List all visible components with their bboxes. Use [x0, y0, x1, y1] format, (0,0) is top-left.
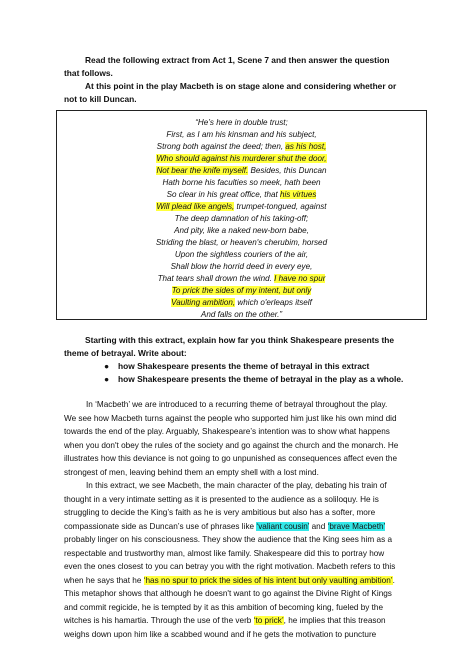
essay-line: In ‘Macbeth’ we are introduced to a recurring theme of betrayal throughout the play.: [86, 400, 388, 409]
quote-highlight: To prick the sides of my intent, but only: [171, 286, 312, 295]
essay-text: compassionate side as Duncan’s use of phrases like: [64, 521, 257, 531]
quote-line: [57, 201, 426, 213]
essay-highlight-yellow: ‘to prick’: [253, 616, 284, 625]
essay-text: witches is his hamartia. Through the use of the verb: [64, 616, 254, 625]
quote-line: [57, 297, 426, 309]
essay-line: thought in a very intimate setting as it is presented to the audience as a soliloquy. He is: [64, 494, 379, 504]
bullet-icon: ●: [104, 374, 110, 384]
essay-highlight-cyan: ‘valiant cousin’: [256, 521, 310, 531]
question-bullet-1: [104, 360, 369, 373]
essay-highlight-yellow: ‘has no spur to prick the sides of his intent but only vaulting ambition’: [143, 575, 393, 585]
instruction-line-1: Read the following extract from Act 1, Scene 7 and then answer the question: [85, 55, 390, 65]
quote-line: [57, 165, 426, 177]
quote-line: Shall blow the horrid deed in every eye,: [170, 262, 313, 271]
quote-line: [57, 189, 426, 201]
extract-quote-box: [56, 110, 427, 320]
quote-text: So clear in his great office, that: [166, 190, 280, 199]
essay-highlight-cyan: ‘brave Macbeth’: [327, 521, 386, 531]
bullet-icon: ●: [104, 361, 110, 371]
bullet-text: how Shakespeare presents the theme of betrayal in this extract: [118, 361, 370, 371]
quote-line: Striding the blast, or heaven's cherubim, horsed: [155, 238, 328, 247]
quote-line: [57, 141, 426, 153]
essay-line: illustrates how this deviance is not going to go unpunished as consequences affect even the: [64, 454, 398, 463]
essay-line: [64, 614, 386, 628]
quote-highlight: Will plead like angels,: [156, 202, 235, 211]
essay-line: and commit regicide, he is tempted by it as this ambition of becoming king, fueled by the: [64, 602, 384, 612]
essay-line: struggling to decide the King’s faith as he is very ambitious but also has a softer, more: [64, 508, 376, 517]
quote-text: which o'erleaps itself: [235, 298, 312, 307]
quote-text: trumpet-tongued, against: [234, 202, 327, 211]
quote-line: And pity, like a naked new-born babe,: [174, 226, 309, 235]
essay-line: We see how Macbeth turns against the people who supported him just like his own mind did: [64, 413, 397, 423]
quote-highlight: I have no spur: [274, 274, 326, 283]
instruction-line-4: not to kill Duncan.: [64, 94, 137, 104]
essay-text: and: [309, 521, 328, 531]
quote-line: [57, 273, 426, 285]
essay-line: probably linger on his consciousness. They show the audience that the King sees him as a: [64, 535, 392, 544]
quote-text: Strong both against the deed; then,: [156, 142, 286, 151]
essay-line: strongest of men, leaving behind them an empty shell with a lost mind.: [64, 467, 319, 477]
quote-line: Upon the sightless couriers of the air,: [174, 250, 309, 259]
quote-text: That tears shall drown the wind.: [157, 274, 275, 283]
quote-highlight: as his host,: [285, 142, 327, 151]
quote-line: Hath borne his faculties so meek, hath been: [162, 178, 321, 187]
essay-line: In this extract, we see Macbeth, the main character of the play, debating his train of: [86, 481, 387, 490]
quote-highlight: Vaulting ambition,: [171, 298, 236, 307]
quote-line: [57, 153, 426, 165]
quote-line: And falls on the other.”: [200, 310, 283, 319]
quote-line: First, as I am his kinsman and his subject,: [166, 130, 317, 139]
essay-line: [64, 520, 385, 534]
quote-line: The deep damnation of his taking-off;: [174, 214, 309, 223]
quote-highlight: Who should against his murderer shut the door,: [156, 154, 327, 163]
quote-line: “He’s here in double trust;: [195, 118, 288, 127]
quote-highlight: his virtues: [279, 190, 317, 199]
essay-line: respectable and trustworthy man, almost like family. Shakespeare did this to portray how: [64, 548, 385, 558]
quote-line: [57, 285, 426, 297]
essay-line: towards the end of the play. Arguably, Shakespeare’s intention was to show what happens: [64, 427, 390, 436]
essay-line: weighs down upon him like a scabbed wound and if he gets the motivation to puncture: [64, 629, 377, 639]
essay-line: when you don't obey the rules of the society and go against the church and the monarch. He: [64, 440, 399, 450]
quote-text: Besides, this Duncan: [248, 166, 327, 175]
instruction-line-2: that follows.: [64, 68, 113, 78]
essay-text: , he implies that this treason: [283, 616, 386, 625]
question-line-1: Starting with this extract, explain how far you think Shakespeare presents the: [85, 335, 395, 345]
quote-highlight: Not bear the knife myself.: [156, 166, 249, 175]
bullet-text: how Shakespeare presents the theme of betrayal in the play as a whole.: [118, 374, 404, 384]
essay-line: This metaphor shows that although he doesn't want to go against the Divine Right of Kings: [64, 589, 392, 598]
question-bullet-2: [104, 373, 403, 386]
essay-line: [64, 574, 395, 588]
question-line-2: theme of betrayal. Write about:: [64, 348, 187, 358]
instruction-line-3: At this point in the play Macbeth is on stage alone and considering whether or: [85, 81, 397, 91]
essay-line: even the ones closest to you can betray you with the right motivation. Macbeth refers to this: [64, 562, 396, 571]
essay-text: when he says that he: [64, 575, 144, 585]
essay-text: .: [392, 575, 395, 585]
